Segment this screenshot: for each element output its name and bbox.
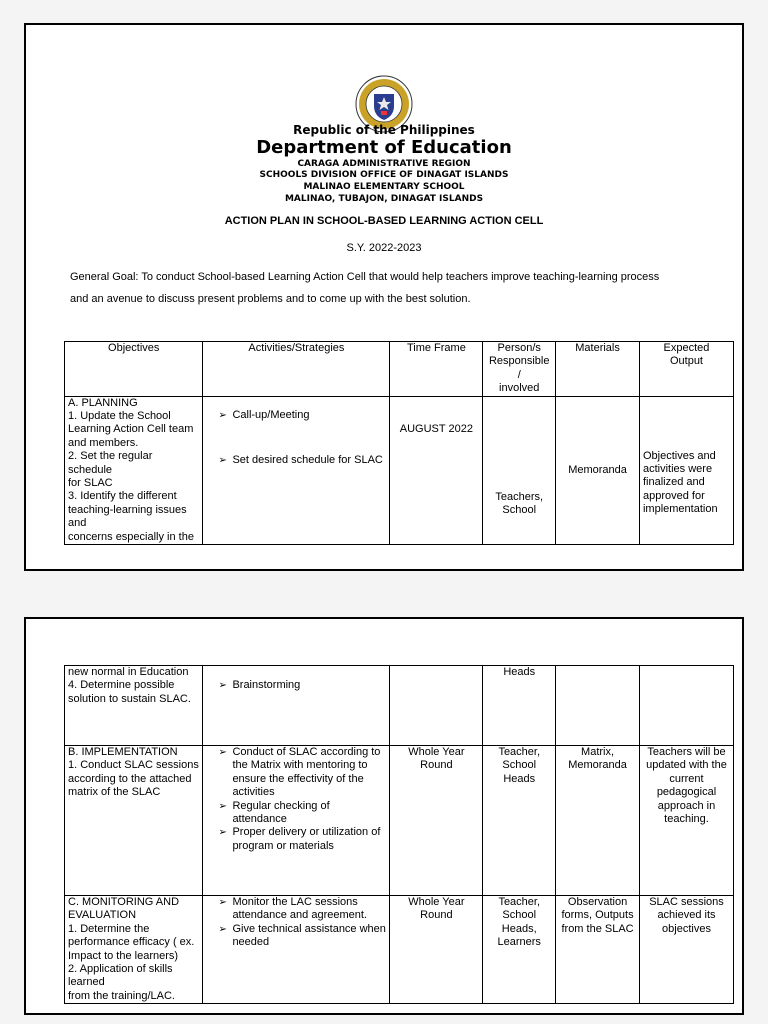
implementation-materials: Matrix, Memoranda [556, 746, 640, 896]
monitoring-persons: Teacher, School Heads, Learners [483, 896, 556, 1004]
planning-cont-persons: Heads [483, 666, 556, 746]
monitoring-time-frame: Whole Year Round [390, 896, 483, 1004]
persons-line: School [502, 504, 537, 517]
implementation-output: Teachers will be updated with the current pedagogical approach in teaching. [639, 746, 733, 896]
header-output-line: Output [669, 355, 703, 368]
table-row-monitoring [65, 896, 734, 1004]
school-heading: MALINAO ELEMENTARY SCHOOL [303, 182, 465, 192]
persons-line: Teachers, [495, 490, 544, 503]
header-objectives: Objectives [65, 342, 203, 397]
document-page-2 [24, 617, 744, 1015]
general-goal [70, 266, 710, 310]
planning-cont-activities [203, 666, 390, 746]
goal-line: General Goal: To conduct School-based Learning Action Cell that would help teachers improve teaching-learning process [70, 271, 660, 283]
monitoring-activities [203, 896, 390, 1004]
activity-item: ➢ Give technical assistance when needed [218, 923, 386, 950]
objective-line: new normal in Education [68, 666, 189, 678]
monitoring-materials: Observation forms, Outputs from the SLAC [556, 896, 640, 1004]
objective-line: from the training/LAC. [68, 989, 175, 1002]
objective-line: B. IMPLEMENTATION [68, 746, 178, 758]
action-plan-table [64, 341, 734, 545]
objective-line: 1. Determine the [68, 922, 150, 935]
header-persons-line: Responsible [488, 355, 550, 368]
implementation-objectives [65, 746, 203, 896]
planning-time-frame [390, 396, 483, 544]
division-heading: SCHOOLS DIVISION OFFICE OF DINAGAT ISLANDS [259, 170, 509, 180]
planning-cont-output [639, 666, 733, 746]
objective-line: A. PLANNING [68, 396, 138, 409]
activity-item: ➢ Set desired schedule for SLAC [218, 454, 386, 467]
objective-line: 4. Determine possible [68, 679, 175, 692]
time-frame-text: AUGUST 2022 [399, 422, 473, 435]
objective-line: 1. Update the School [68, 410, 171, 423]
objective-line: Impact to the learners) [68, 949, 179, 962]
header-persons [483, 342, 556, 397]
header-activities: Activities/Strategies [203, 342, 390, 397]
planning-cont-objectives [65, 666, 203, 746]
header-time-frame: Time Frame [390, 342, 483, 397]
republic-heading: Republic of the Philippines [293, 123, 475, 137]
department-heading: Department of Education [256, 137, 512, 158]
activity-item: ➢ Conduct of SLAC according to the Matrix with mentoring to ensure the effectivity of the activities [218, 746, 386, 800]
activity-item: ➢ Call-up/Meeting [218, 409, 386, 422]
table-row-planning-continued [65, 666, 734, 746]
objective-line: 2. Set the regular schedule [68, 450, 153, 476]
activity-item: ➢ Proper delivery or utilization of program or materials [218, 826, 386, 853]
implementation-time-frame: Whole Year Round [390, 746, 483, 896]
objective-line: EVALUATION [68, 909, 137, 922]
planning-materials [556, 396, 640, 544]
objective-line: for SLAC [68, 477, 113, 490]
action-plan-table-continued [64, 665, 734, 1004]
objective-line: Learning Action Cell team [68, 423, 194, 436]
objective-line: performance efficacy ( ex. [68, 936, 195, 949]
objective-line: 2. Application of skills learned [68, 963, 173, 989]
activity-item: ➢ Monitor the LAC sessions attendance and agreement. [218, 896, 386, 923]
planning-output [639, 396, 733, 544]
objective-line: matrix of the SLAC [68, 786, 161, 799]
implementation-activities [203, 746, 390, 896]
planning-cont-time-frame [390, 666, 483, 746]
planning-objectives [65, 396, 203, 544]
table-row-implementation [65, 746, 734, 896]
output-text: Objectives and activities were finalized and approved for implementation [642, 449, 718, 516]
address-heading: MALINAO, TUBAJON, DINAGAT ISLANDS [284, 194, 484, 204]
goal-line: and an avenue to discuss present problems and to come up with the best solution. [70, 293, 471, 305]
materials-text: Memoranda [568, 463, 627, 476]
header-persons-line: Person/s [497, 342, 541, 354]
implementation-persons: Teacher, School Heads [483, 746, 556, 896]
activity-item: ➢ Brainstorming [218, 679, 386, 692]
objective-line: 3. Identify the different [68, 490, 177, 503]
header-output-line: Expected [663, 342, 710, 354]
header-persons-line: / [517, 368, 521, 381]
planning-cont-materials [556, 666, 640, 746]
activity-item: ➢ Regular checking of attendance [218, 800, 386, 827]
objective-line: teaching-learning issues and [68, 503, 187, 530]
objective-line: and members. [68, 436, 139, 449]
planning-activities [203, 396, 390, 544]
document-page-1 [24, 23, 744, 571]
objective-line: according to the attached [68, 772, 192, 785]
school-year: S.Y. 2022-2023 [346, 242, 422, 254]
planning-persons [483, 396, 556, 544]
objective-line: C. MONITORING AND [68, 896, 180, 908]
table-header-row [65, 342, 734, 397]
objective-line: solution to sustain SLAC. [68, 692, 191, 705]
objective-line: concerns especially in the [68, 530, 194, 543]
header-materials: Materials [556, 342, 640, 397]
table-row-planning [65, 396, 734, 544]
header-expected-output [639, 342, 733, 397]
monitoring-output: SLAC sessions achieved its objectives [639, 896, 733, 1004]
monitoring-objectives [65, 896, 203, 1004]
document-title: ACTION PLAN IN SCHOOL-BASED LEARNING ACTION CELL [224, 215, 544, 227]
region-heading: CARAGA ADMINISTRATIVE REGION [297, 159, 471, 169]
header-persons-line: involved [499, 382, 540, 395]
objective-line: 1. Conduct SLAC sessions [68, 759, 199, 772]
